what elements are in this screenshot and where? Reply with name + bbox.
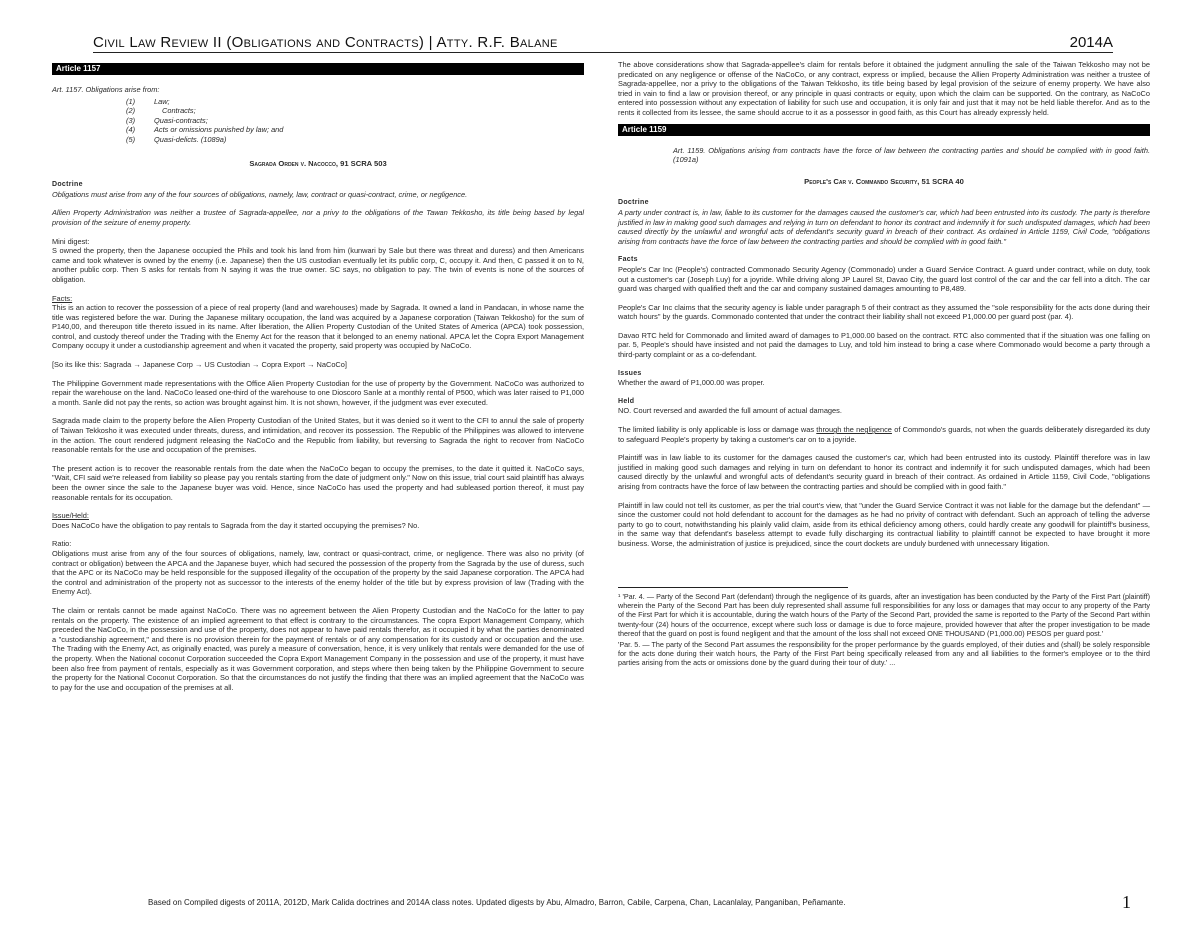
facts-paragraph: Sagrada made claim to the property before the Alien Property Custodian of the United States, but it was denied so it went to the CFI to annul the sale of property of Taiwan Tekkosho it was executed under threats, duress, and intimidation, and recover its possession. The Republic of the Philippines was allowed to intervene in the action. The court rendered judgment releasing the NaCoCo and the Republic from liability, but reversing to Sagrada the right to recover from NaCoCo reasonable rentals for the use and occupation of the premises. [52,416,584,455]
facts-paragraph: Davao RTC held for Commonado and limited award of damages to P1,000.00 based on the contract. RTC also commented that if the situation was one falling on par. 5, People's should have insisted and not paid the damages to Luy, and told him instead to bring a case where Commonado would become a party through a third-party complaint or as a co-defendant. [618,330,1150,360]
document-header-title: Civil Law Review II (Obligations and Contracts) | Atty. R.F. Balane [93,34,558,51]
facts-paragraph: People's Car Inc (People's) contracted Commonado Security Agency (Commonado) under a Guard Service Contract. A guard under contract, while on duty, took out a customer's car (Joseph Luy) for a joyride. While driving along JP Laurel St, Davao City, the guard lost control of the car and the car fell into a ditch. The car guard was charged with qualified theft and the car and company sustained damages amounting to P8,489. [618,264,1150,294]
ratio-paragraph: The claim or rentals cannot be made against NaCoCo. There was no agreement between the Alien Property Custodian and the NaCoCo for the latter to pay rentals on the property. The existence of an implied agreement to that effect is contrary to the circumstances. The copra Export Management Company, which preceded the NaCoCo, in the possession and use of the property, does not appear to have paid rentals therefor, as it occupied it by what the parties denominated a "custodianship agreement," and there is no provision therein for the payment of rentals or of any compensation for its custody and or occupation and the use. The Trading with the Enemy Act, as originally enacted, was purely a measure of conversation, hence, it is very unlikely that rentals were demanded for the use of the property. When the National coconut Corporation succeeded the Copra Export Management Company in the possession and use of the property, it must have been also free from payment of rentals, especially as it was Government corporation, and steps where then being taken by the Philippine Government to secure the property for the National Coconut Corporation. So that the circumstances do not justify the finding that there was an implied agreement that the NaCoCo was to pay for the use and occupation of the premises at all. [52,605,584,692]
ratio-continued: The above considerations show that Sagrada-appellee's claim for rentals before it obtained the judgment annulling the sale of the Taiwan Tekkosho may not be predicated on any negligence or offense of the NaCoCo, or any contract, express or implied, because the Allien Property Administration was neither a trustee of Sagrada-appellee, nor a privy to the obligations of the Taiwan Tekkosho, its title being based by legal provision of the seizure of enemy property. We have also tried in vain to find a law or provision thereof, or any principle in quasi contracts or equity, upon which the claim can be supported. On the contrary, as NaCoCo entered into possession without any expectation of liability for such use and occupation, it is only fair and just that it may not be held liable therefor. And as to the rents it collected from its lessee, the same should accrue to it as a possessor in good faith, as this Court has already expressly held. [618,60,1150,117]
list-item: (2) Contracts; [126,106,196,116]
issues-text: Whether the award of P1,000.00 was proper. [618,378,765,388]
held-paragraph: The limited liability is only applicable is loss or damage was through the negligence of Commondo's guards, not when the guards deliberately disregarded its duty to safeguard People's property by taking a customer's car on to a joyride. [618,425,1150,444]
doctrine-text: A party under contract is, in law, liable to its customer for the damages caused the customer's car, which had been entrusted into its custody. The party is therefore justified in law in making good such damages and relying in turn on defendant to honor its contract and indemnify it for such undisputed damages, which had been caused directly by the unlawful and wrongful acts of defendant's security guard in breach of their contract. As ordained in Article 1159, Civil Code, "obligations arising from contracts have the force of law between the contracting parties and should be complied with in good faith." [618,207,1150,246]
ratio-paragraph: Obligations must arise from any of the four sources of obligations, namely, law, contract or quasi-contract, crime, or negligence. There was also no privity (of contract or obligation) between the APCA and the Japanese buyer, which had secured the possession of the property from the Sagrada by the use of duress, such that the APC or its NaCoCo may be held responsible for the supposed illegality of the occupation of the property by the said Japanese corporation. The APCA had the control and administration of the property not as successor to the interests of the enemy holder of the title but by express provision of law (Trading with the Enemy Act). [52,548,584,597]
facts-paragraph: The Philippine Government made representations with the Office Alien Property Custodian for the use of property by the Government. NaCoCo was authorized to repair the warehouse on the land. NaCoCo leased one-third of the warehouse to one Dioscoro Sanle at a monthly rental of P500, which was later raised to P1,000 a month. Sanle did not pay the rents, so action was brought against him. It is not shown, however, if the judgment was ever executed. [52,378,584,407]
case-title: Sagrada Orden v. Nacocco, 91 SCRA 503 [249,158,387,168]
footnote-text: 'Par. 5. — The party of the Second Part assumes the responsibility for the proper performance by the guards employed, of their duties and (shall) be solely responsible for the acts done during their watch hours, the Party of the First Part being specifically released from any and all liabilities to the former's employee or to the third parties arising from the acts or omissions done by the guard during their tour of duty.' ... [618,639,1150,668]
doctrine-label: Doctrine [52,181,83,189]
left-column [52,60,584,701]
doctrine-text: Allien Property Administration was neither a trustee of Sagrada-appellee, nor a privy to the obligations of the Tawan Tekkosho, its title being based by legal provision of the seizure of enemy property. [52,208,584,227]
mini-digest-label: Mini digest: [52,236,90,246]
facts-label: Facts: [52,293,73,303]
page-number: 1 [1122,892,1131,912]
issues-label: Issues [618,369,642,377]
article-1157-intro: Art. 1157. Obligations arise from: [52,85,160,94]
case-title: People's Car v. Commando Security, 51 SCRA 40 [804,176,964,186]
list-item: (1) Law; [126,96,170,106]
article-1157-list [126,97,584,145]
facts-label: Facts [618,256,638,264]
list-item: (5) Quasi-delicts. (1089a) [126,134,227,144]
ratio-label: Ratio: [52,539,72,549]
document-header-year: 2014A [1069,34,1113,51]
doctrine-label: Doctrine [618,199,649,207]
right-column [618,60,1150,677]
held-paragraph: Plaintiff was in law liable to its customer for the damages caused the customer's car, which had been entrusted into its custody. Plaintiff therefore was in law justified in making good such damages and relying in turn on defendant to honor its contract and indemnify it for such undisputed damages, which had been caused directly by the unlawful and wrongful acts of defendant's security guard in breach of their contract. As ordained in Article 1159, Civil Code, "obligations arising from contracts have the force of law between the contracting parties and should be complied with in good faith." [618,453,1150,491]
facts-paragraph: People's Car Inc claims that the security agency is liable under paragraph 5 of their contract as they assumed the "sole responsibility for the acts done during their watch hours" by the guards. Commonado contented that under the contract their liability shall not exceed P1,000.00 per guard post (par. 4). [618,302,1150,322]
article-1159-text: Art. 1159. Obligations arising from contracts have the force of law between the contracting parties and should be complied with in good faith. (1091a) [673,145,1150,165]
footnote-rule [618,587,848,588]
mini-digest-text: S owned the property, then the Japanese occupied the Phils and took his land from him (kunwari by Sale but there was threat and duress) and then Americans came and took whatever is owned by the enemy (i.e. Japanese) then the US custodian eventually let its public corp, C, occupy it. And then, C passed it on to N, another public corp. Then S asks for rentals from N saying it was the true owner. SC says, no obligation to pay. The twin of events is none of the sources of obligation. [52,246,584,284]
flow-paragraph: [So its like this: Sagrada → Japanese Corp → US Custodian → Copra Export → NaCoCo] [52,360,347,370]
facts-paragraph: This is an action to recover the possession of a piece of real property (land and warehouses) made by Sagrada. It owned a land in Pandacan, in whose name the title was registered before the war. During the Japanese military occupation, the land was acquired by a Japanese corporation (Taiwan Tekkosho) for the sum of P140,00, and thereupon title thereto issued in its name. After liberation, the Allien Property Custodian of the United States of America (APCA) took possession, control, and custody thereof under the Trading with the Enemy Act for the reason that it belonged to an enemy national. APCA let the Copra Export Management Company occupy it under a custodianship agreement and when it vacated the property, said property was occupied by NaCoCo. [52,303,584,351]
issue-label: Issue/Held: [52,511,89,521]
issue-text: Does NaCoCo have the obligation to pay rentals to Sagrada from the day it started occupying the premises? No. [52,520,420,530]
header-rule [93,52,1113,53]
list-item: (3) Quasi-contracts; [126,115,208,125]
article-1159-bar: Article 1159 [618,124,1150,136]
article-1157-bar: Article 1157 [52,63,584,75]
held-paragraph: Plaintiff in law could not tell its customer, as per the trial court's view, that "under the Guard Service Contract it was not liable for the damage but the defendant" — since the customer could not hold defendant to account for the damages as he had no privity of contract with defendant. Such an approach of telling the adverse party to go to court, notwithstanding his plainly valid claim, aside from its ethical deficiency among others, could hardly create any goodwill for plaintiff's business, in the same way that defendant's baseless attempt to evade fully discharging its contractual liability to plaintiff cannot be expected to have brought it more business. Worse, the administration of justice is prejudiced, since the court dockets are unduly burdened with unnecessary litigation. [618,500,1150,548]
held-label: Held [618,397,635,405]
footer-credits: Based on Compiled digests of 2011A, 2012D, Mark Calida doctrines and 2014A class notes. Updated digests by Abu, Almadro, Barron, Cabile, Carpena, Chan, Lacanlalay, Panganiban, Peñamante. [148,898,846,907]
facts-paragraph: The present action is to recover the reasonable rentals from the date when the NaCoCo began to occupy the premises, to the date it quitted it. NaCoCo says, "Wait, CFI said we're released from liability so please pay you rentals starting from the date of judgment only." Now on this issue, trial court said plaintiff has always been the owner since the sale to the Japanese buyer was void. Hence, since NaCoCo has used the property and had subleased portion thereof, it must pay reasonable rentals for its occupation. [52,463,584,502]
list-item: (4) Acts or omissions punished by law; and [126,125,284,135]
held-text: NO. Court reversed and awarded the full amount of actual damages. [618,406,842,416]
footnote-text: ¹ 'Par. 4. — Party of the Second Part (defendant) through the negligence of its guards, after an investigation has been conducted by the Party of the First Part (plaintiff) wherein the Party of the Second Part has been duly represented shall assume full responsibilities for any loss or damages that may occur to any property of the Party of the First Part for which it is accountable, during the watch hours of the Party of the Second Part, provided the same is reported to the Party of the Second Part within twenty-four (24) hours of the occurrence, except where such loss or damage is due to force majeure, provided however that after the proper investigation to be made thereof that the guard on post is found negligent and that the amount of the loss shall not exceed ONE THOUSAND (P1,000.00) PESOS per guard post.' [618,591,1150,639]
doctrine-text: Obligations must arise from any of the four sources of obligations, namely, law, contract or quasi-contract, crime, or negligence. [52,189,468,199]
